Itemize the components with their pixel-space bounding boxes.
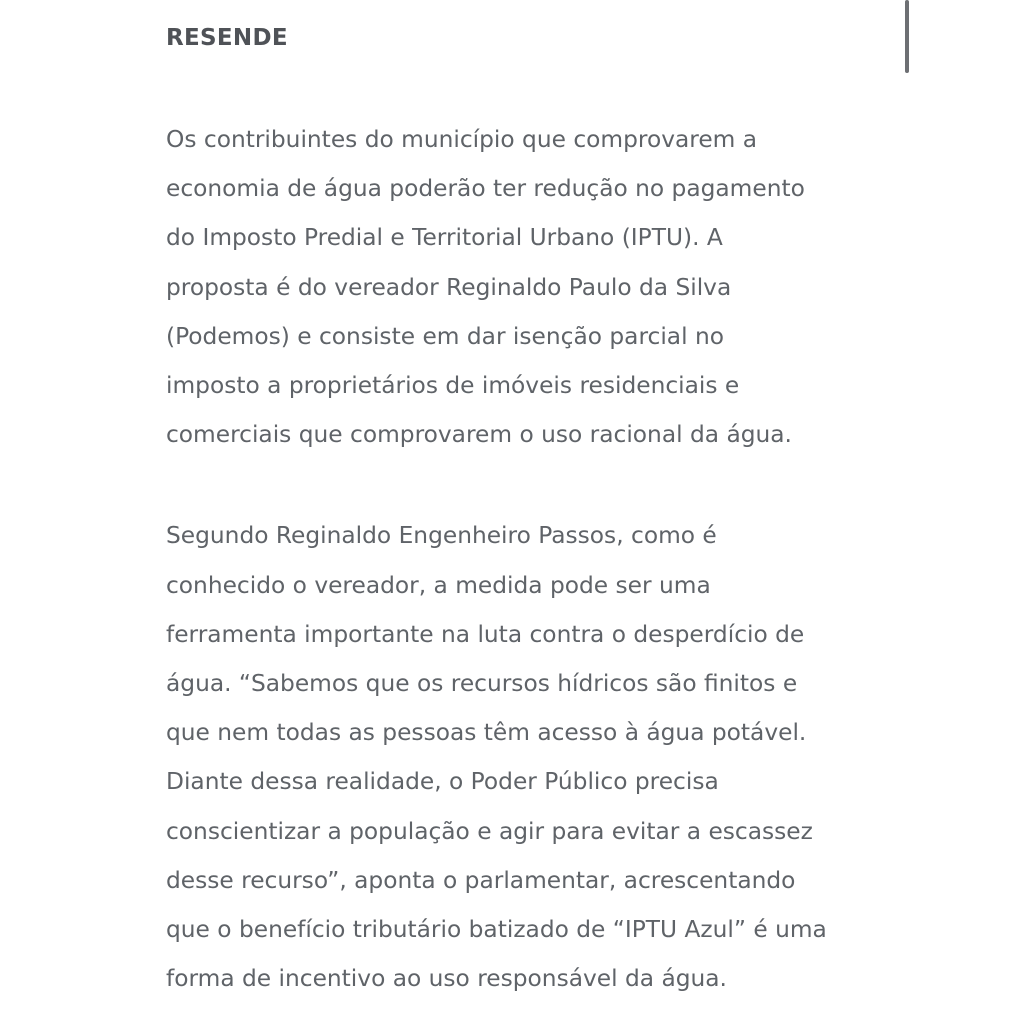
paragraph-line: economia de água poderão ter redução no pagamento (166, 175, 805, 203)
paragraph-line: Diante dessa realidade, o Poder Público precisa (166, 768, 719, 796)
paragraph-line: forma de incentivo ao uso responsável da água. (166, 965, 727, 993)
paragraph-line: água. “Sabemos que os recursos hídricos são finitos e (166, 670, 798, 698)
paragraph-line: comerciais que comprovarem o uso racional da água. (166, 421, 792, 449)
scrollbar-thumb[interactable] (905, 0, 909, 73)
paragraph-line: conhecido o vereador, a medida pode ser uma (166, 571, 711, 599)
paragraph-line: do Imposto Predial e Territorial Urbano (IPTU). A (166, 224, 723, 252)
paragraph-2 (166, 511, 886, 1003)
paragraph-line: (Podemos) e consiste em dar isenção parcial no (166, 322, 724, 350)
location-label: RESENDE (166, 25, 288, 51)
paragraph-1 (166, 115, 886, 459)
paragraph-line: que nem todas as pessoas têm acesso à água potável. (166, 719, 807, 747)
paragraph-line: imposto a proprietários de imóveis residenciais e (166, 372, 740, 400)
article-body (166, 18, 886, 1003)
paragraph-line: desse recurso”, aponta o parlamentar, acrescentando (166, 866, 796, 894)
paragraph-line: Os contribuintes do município que comprovarem a (166, 126, 758, 153)
paragraph-line: ferramenta importante na luta contra o desperdício de (166, 620, 805, 648)
paragraph-line: que o benefício tributário batizado de “IPTU Azul” é uma (166, 916, 827, 944)
paragraph-line: conscientizar a população e agir para evitar a escassez (166, 817, 813, 845)
paragraph-line: proposta é do vereador Reginaldo Paulo da Silva (166, 273, 732, 301)
paragraph-line: Segundo Reginaldo Engenheiro Passos, como é (166, 522, 717, 550)
